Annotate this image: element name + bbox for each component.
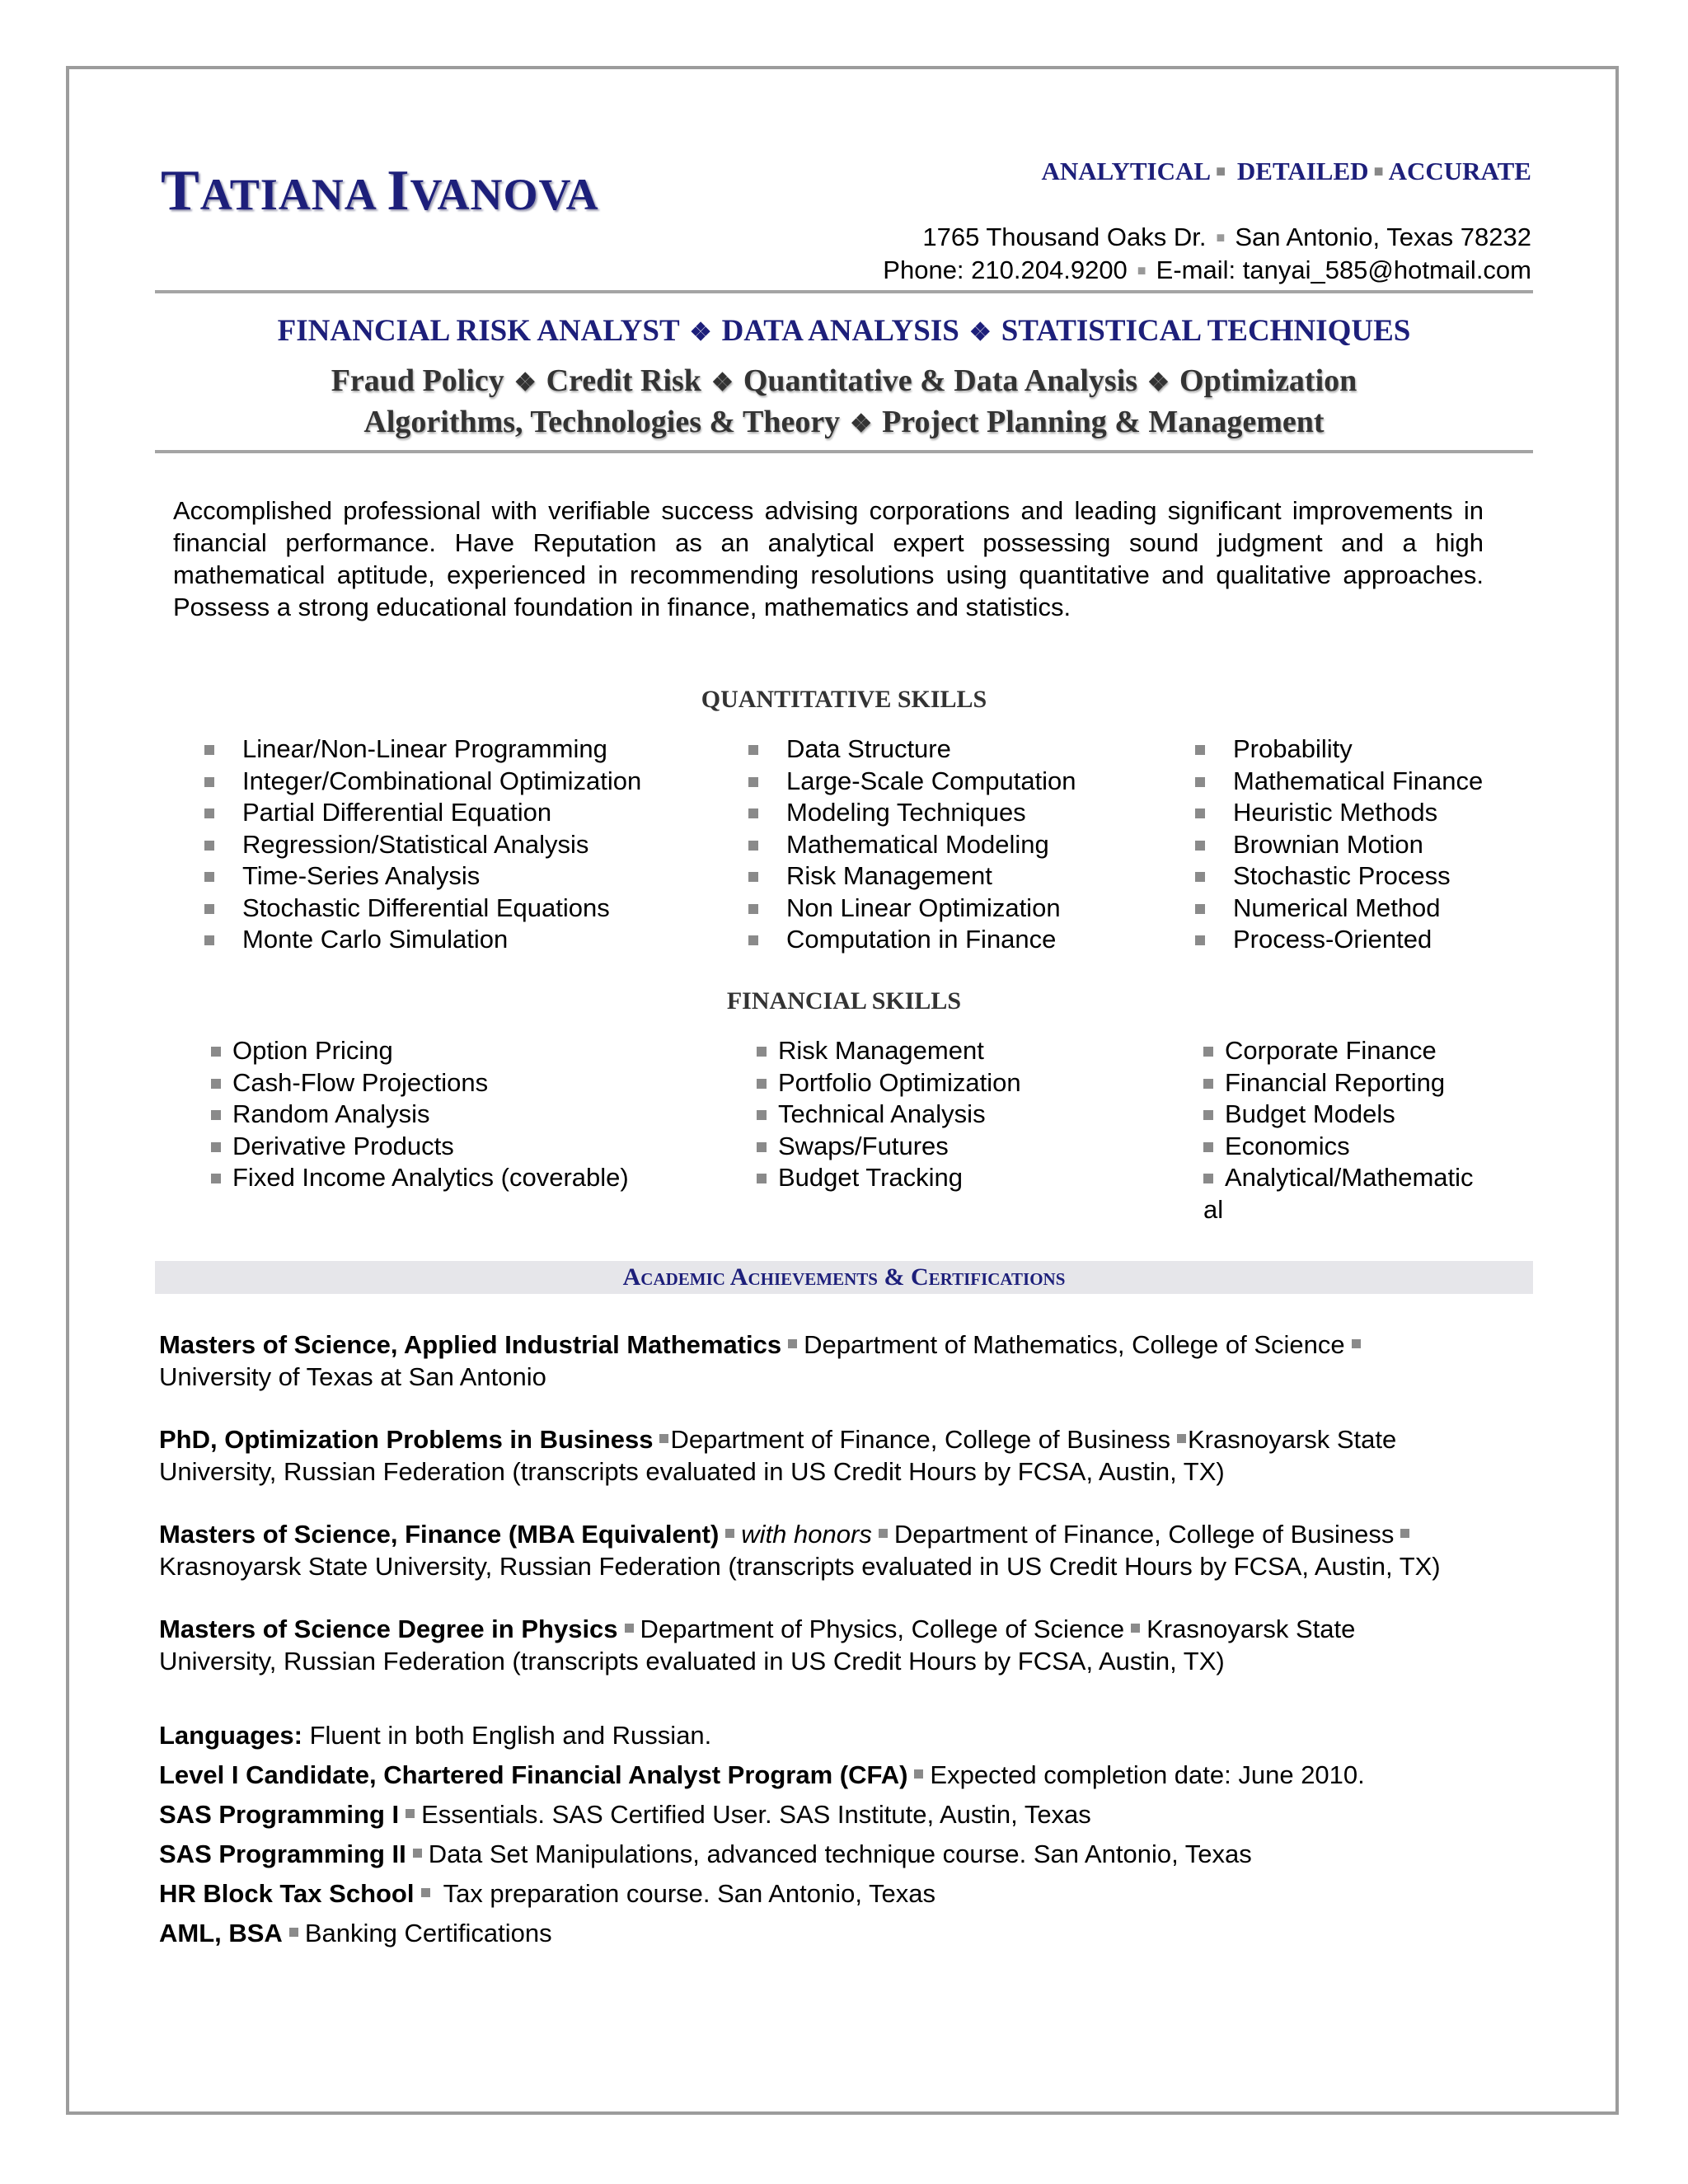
phone: Phone: 210.204.9200 [883, 255, 1128, 284]
list-item: Budget Models [1203, 1099, 1474, 1131]
line-label: Languages: [159, 1721, 302, 1750]
list-item: Mathematical Modeling [748, 829, 1076, 861]
academic-heading: Academic Achievements & Certifications [155, 1261, 1533, 1294]
list-item: Swaps/Futures [757, 1131, 1021, 1163]
square-bullet-icon [1177, 1434, 1186, 1443]
square-bullet-icon [421, 1888, 430, 1897]
list-item: Mathematical Finance [1195, 766, 1483, 798]
diamond-icon: ❖ [1147, 369, 1170, 396]
square-bullet-icon: ■ [1216, 162, 1226, 180]
list-item: Random Analysis [211, 1099, 629, 1131]
list-item: Risk Management [757, 1035, 1021, 1067]
headline-item: Credit Risk [546, 363, 701, 398]
line-text: Fluent in both English and Russian. [309, 1721, 712, 1750]
name-initial-first: T [161, 159, 200, 223]
tagline [1041, 157, 1531, 186]
list-item: Process-Oriented [1195, 924, 1483, 956]
list-item: Time-Series Analysis [204, 860, 641, 893]
degree-title: Masters of Science, Applied Industrial Mathematics [159, 1330, 782, 1359]
sas2-line [159, 1838, 1552, 1870]
headline-secondary [155, 363, 1533, 399]
list-item: Partial Differential Equation [204, 797, 641, 829]
headline-item: STATISTICAL TECHNIQUES [1001, 314, 1411, 348]
headline-item: Optimization [1179, 363, 1357, 398]
square-bullet-icon [1131, 1624, 1140, 1633]
summary-paragraph: Accomplished professional with verifiable success advising corporations and leading significant improvements in financial performance. Have Reputation as an analytical expert possessing sound judgment and a high mathematical aptitude, experienced in recommending resolutions using quantitative and qualitative approaches. Possess a strong educational foundation in finance, mathematics and statistics. [173, 496, 1484, 621]
degree-school: Krasnoyarsk State [1146, 1615, 1356, 1643]
fin-skills-col-2 [757, 1035, 1021, 1194]
degree-dept: Department of Mathematics, College of Science [804, 1330, 1345, 1359]
line-label: AML, BSA [159, 1919, 283, 1947]
education-entry [159, 1613, 1552, 1677]
fin-skills-col-3 [1203, 1035, 1474, 1194]
line-label: HR Block Tax School [159, 1879, 415, 1908]
line-text: Banking Certifications [304, 1919, 552, 1947]
square-bullet-icon [659, 1434, 668, 1443]
degree-school-cont: University, Russian Federation (transcripts evaluated in US Credit Hours by FCSA, Austin, TX) [159, 1647, 1225, 1675]
list-item: Monte Carlo Simulation [204, 924, 641, 956]
headline-item: Algorithms, Technologies & Theory [363, 405, 841, 439]
tagline-word: ACCURATE [1388, 157, 1531, 185]
diamond-icon: ❖ [850, 410, 873, 438]
list-item: Large-Scale Computation [748, 766, 1076, 798]
degree-honors: with honors [741, 1520, 872, 1549]
square-bullet-icon [725, 1529, 734, 1538]
degree-school: Krasnoyarsk State [1187, 1425, 1397, 1454]
list-item: Heuristic Methods [1195, 797, 1483, 829]
list-item: Option Pricing [211, 1035, 629, 1067]
name-first-rest: ATIANA [199, 170, 375, 219]
square-bullet-icon [413, 1849, 422, 1858]
degree-school-cont: University, Russian Federation (transcripts evaluated in US Credit Hours by FCSA, Austin, TX) [159, 1457, 1225, 1486]
line-text: Expected completion date: June 2010. [930, 1760, 1365, 1789]
list-item: Corporate Finance [1203, 1035, 1474, 1067]
line-text: Tax preparation course. San Antonio, Texas [443, 1879, 935, 1908]
diamond-icon: ❖ [513, 369, 537, 396]
diamond-icon: ❖ [968, 319, 992, 346]
square-bullet-icon [1352, 1339, 1361, 1348]
list-item: Probability [1195, 733, 1483, 766]
list-item: Linear/Non-Linear Programming [204, 733, 641, 766]
list-item-wrap: al [1203, 1195, 1224, 1224]
headline-item: Project Planning & Management [882, 405, 1325, 439]
sas1-line [159, 1798, 1552, 1830]
list-item: Data Structure [748, 733, 1076, 766]
square-bullet-icon [914, 1769, 923, 1779]
quantitative-skills-heading: QUANTITATIVE SKILLS [701, 686, 987, 713]
list-item: Portfolio Optimization [757, 1067, 1021, 1099]
languages-line [159, 1719, 1552, 1751]
square-bullet-icon [289, 1928, 298, 1937]
education-entry [159, 1329, 1552, 1393]
education-entry [159, 1423, 1552, 1488]
degree-title: Masters of Science, Finance (MBA Equivalent) [159, 1520, 720, 1549]
contact-block [883, 221, 1531, 287]
tagline-word: ANALYTICAL [1041, 157, 1212, 185]
diamond-icon: ❖ [689, 319, 712, 346]
quant-skills-col-1 [204, 733, 641, 956]
list-item: Financial Reporting [1203, 1067, 1474, 1099]
degree-dept: Department of Finance, College of Business [670, 1425, 1170, 1454]
city: San Antonio, Texas 78232 [1235, 223, 1531, 251]
divider [155, 290, 1533, 293]
email-link[interactable]: E-mail: tanyai_585@hotmail.com [1156, 255, 1531, 284]
tagline-word: DETAILED [1236, 157, 1369, 185]
list-item: Brownian Motion [1195, 829, 1483, 861]
degree-title: PhD, Optimization Problems in Business [159, 1425, 654, 1454]
line-text: Data Set Manipulations, advanced technique course. San Antonio, Texas [428, 1840, 1252, 1868]
quant-skills-col-3 [1195, 733, 1483, 956]
list-item: Stochastic Differential Equations [204, 893, 641, 925]
list-item: Modeling Techniques [748, 797, 1076, 829]
name-last-rest: VANOVA [410, 170, 599, 219]
line-label: Level I Candidate, Chartered Financial Analyst Program (CFA) [159, 1760, 908, 1789]
list-item: Computation in Finance [748, 924, 1076, 956]
degree-school: University of Texas at San Antonio [159, 1362, 546, 1391]
candidate-name [161, 158, 599, 224]
headline-tertiary [155, 404, 1533, 440]
list-item: Regression/Statistical Analysis [204, 829, 641, 861]
list-item: Stochastic Process [1195, 860, 1483, 893]
square-bullet-icon: ■ [1216, 229, 1226, 246]
diamond-icon: ❖ [710, 369, 734, 396]
headline-item: DATA ANALYSIS [721, 314, 959, 348]
name-initial-last: I [387, 159, 410, 223]
list-item: Risk Management [748, 860, 1076, 893]
square-bullet-icon [406, 1809, 415, 1818]
square-bullet-icon [788, 1339, 797, 1348]
list-item: Non Linear Optimization [748, 893, 1076, 925]
list-item: Derivative Products [211, 1131, 629, 1163]
cfa-line [159, 1759, 1552, 1791]
degree-dept: Department of Physics, College of Science [640, 1615, 1125, 1643]
square-bullet-icon [1400, 1529, 1409, 1538]
address: 1765 Thousand Oaks Dr. [922, 223, 1207, 251]
headline-item: FINANCIAL RISK ANALYST [277, 314, 680, 348]
line-label: SAS Programming I [159, 1800, 400, 1829]
fin-skills-col-1 [211, 1035, 629, 1194]
list-item: Numerical Method [1195, 893, 1483, 925]
list-item: Cash-Flow Projections [211, 1067, 629, 1099]
hr-block-line [159, 1877, 1552, 1910]
list-item: Technical Analysis [757, 1099, 1021, 1131]
square-bullet-icon: ■ [1137, 262, 1146, 279]
degree-dept: Department of Finance, College of Business [893, 1520, 1395, 1549]
financial-skills-heading: FINANCIAL SKILLS [726, 987, 962, 1015]
headline-item: Quantitative & Data Analysis [743, 363, 1138, 398]
education-entry [159, 1518, 1552, 1582]
divider [155, 450, 1533, 453]
line-label: SAS Programming II [159, 1840, 406, 1868]
quant-skills-col-2 [748, 733, 1076, 956]
list-item: Analytical/Mathematic [1203, 1162, 1474, 1194]
list-item: Budget Tracking [757, 1162, 1021, 1194]
list-item: Economics [1203, 1131, 1474, 1163]
headline-item: Fraud Policy [331, 363, 504, 398]
degree-title: Masters of Science Degree in Physics [159, 1615, 618, 1643]
aml-line [159, 1917, 1552, 1949]
square-bullet-icon [625, 1624, 634, 1633]
square-bullet-icon [879, 1529, 888, 1538]
list-item: Fixed Income Analytics (coverable) [211, 1162, 629, 1194]
square-bullet-icon: ■ [1373, 162, 1384, 180]
degree-school: Krasnoyarsk State University, Russian Federation (transcripts evaluated in US Credit Hours by FCSA, Austin, TX) [159, 1552, 1441, 1581]
list-item: Integer/Combinational Optimization [204, 766, 641, 798]
headline-primary [155, 313, 1533, 349]
line-text: Essentials. SAS Certified User. SAS Institute, Austin, Texas [421, 1800, 1091, 1829]
